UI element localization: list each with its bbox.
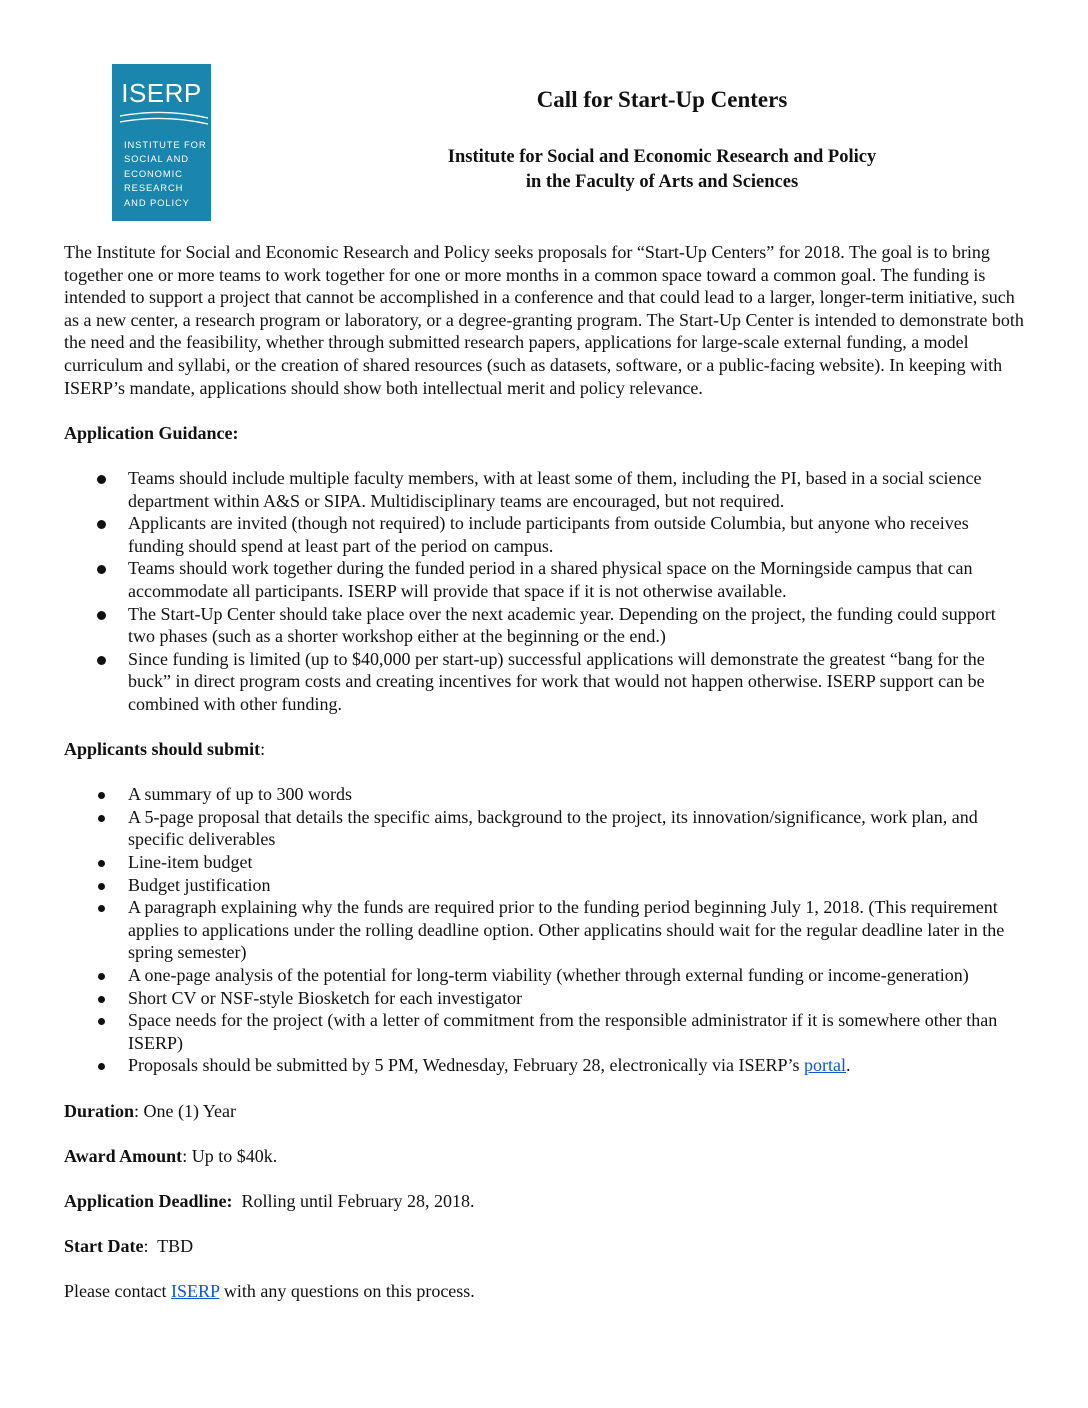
subtitle-line-1: Institute for Social and Economic Research and Policy bbox=[447, 147, 877, 167]
guidance-list bbox=[64, 467, 1026, 716]
intro-paragraph: The Institute for Social and Economic Research and Policy seeks proposals for “Start-Up Centers” for 2018. The goal is to bring together one or more teams to work together for one or more months in a common space toward a common goal. The funding is intended to support a project that cannot be accomplished in a conference and that could lead to a larger, longer-term initiative, such as a new center, a research program or laboratory, or a degree-granting program. The Start-Up Center is intended to demonstrate both the need and the feasibility, whether through submitted research papers, applications for large-scale external funding, a model curriculum and syllabi, or the creation of shared resources (such as datasets, software, or a public-facing website). In keeping with ISERP’s mandate, applications should show both intellectual merit and policy relevance. bbox=[64, 242, 1024, 398]
bullet-icon bbox=[98, 996, 105, 1003]
bullet-icon bbox=[97, 520, 106, 529]
logo-name: ISERP bbox=[121, 78, 202, 108]
logo-subtitle: INSTITUTE FOR SOCIAL AND ECONOMIC RESEARCH AND POLICY bbox=[124, 139, 207, 208]
page-subtitle bbox=[300, 145, 1024, 195]
subtitle-line-2: in the Faculty of Arts and Sciences bbox=[525, 172, 799, 192]
bullet-icon bbox=[97, 611, 106, 620]
document-body bbox=[64, 241, 1026, 1303]
bullet-icon bbox=[98, 973, 105, 980]
list-item: The Start-Up Center should take place over the next academic year. Depending on the project, the funding could support two phases (such as a shorter workshop either at the beginning or the end.) bbox=[64, 603, 1026, 648]
bullet-icon bbox=[98, 815, 105, 822]
list-item: Space needs for the project (with a letter of commitment from the responsible administrator if it is somewhere other than ISERP) bbox=[64, 1009, 1026, 1054]
bullet-icon bbox=[98, 883, 105, 890]
iserp-logo bbox=[112, 64, 211, 221]
bullet-icon bbox=[98, 905, 105, 912]
guidance-heading: Application Guidance: bbox=[64, 422, 239, 443]
bullet-icon bbox=[98, 1018, 105, 1025]
list-item: Proposals should be submitted by 5 PM, Wednesday, February 28, electronically via ISERP’s portal. bbox=[64, 1054, 1026, 1077]
logo-swoosh-icon bbox=[118, 108, 210, 130]
submit-list bbox=[64, 783, 1026, 1077]
list-item: Teams should include multiple faculty members, with at least some of them, including the PI, based in a social science department within A&S or SIPA. Multidisciplinary teams are encouraged, but not required. bbox=[64, 467, 1026, 512]
award-field: Award Amount: Up to $40k. bbox=[64, 1145, 278, 1166]
duration-field: Duration: One (1) Year bbox=[64, 1100, 236, 1121]
portal-link[interactable]: portal bbox=[803, 1055, 846, 1076]
list-item: Short CV or NSF-style Biosketch for each investigator bbox=[64, 987, 1026, 1010]
iserp-contact-link[interactable]: ISERP bbox=[170, 1281, 220, 1302]
list-item: A 5-page proposal that details the specific aims, background to the project, its innovation/significance, work plan, and specific deliverables bbox=[64, 806, 1026, 851]
bullet-icon bbox=[97, 475, 106, 484]
list-item: Line-item budget bbox=[64, 851, 1026, 874]
list-item: Since funding is limited (up to $40,000 per start-up) successful applications will demonstrate the greatest “bang for the buck” in direct program costs and creating incentives for work that would not happen otherwise. ISERP support can be combined with other funding. bbox=[64, 648, 1026, 716]
bullet-icon bbox=[97, 565, 106, 574]
list-item: Applicants are invited (though not required) to include participants from outside Columbia, but anyone who receives funding should spend at least part of the period on campus. bbox=[64, 512, 1026, 557]
bullet-icon bbox=[98, 860, 105, 867]
list-item: Teams should work together during the funded period in a shared physical space on the Morningside campus that can accommodate all participants. ISERP will provide that space if it is not otherwise available. bbox=[64, 557, 1026, 602]
page-title: Call for Start-Up Centers bbox=[536, 87, 788, 112]
contact-line: Please contact ISERP with any questions on this process. bbox=[64, 1281, 475, 1302]
bullet-icon bbox=[98, 1063, 105, 1070]
list-item: A summary of up to 300 words bbox=[64, 783, 1026, 806]
list-item: A paragraph explaining why the funds are required prior to the funding period beginning July 1, 2018. (This requirement applies to applications under the rolling deadline option. Other applicatins should wait for the regular deadline later in the spring semester) bbox=[64, 896, 1026, 964]
deadline-field: Application Deadline: Rolling until February 28, 2018. bbox=[64, 1190, 475, 1211]
start-date-field: Start Date: TBD bbox=[64, 1236, 194, 1257]
submit-heading: Applicants should submit: bbox=[64, 739, 266, 760]
bullet-icon bbox=[98, 792, 105, 799]
bullet-icon bbox=[97, 656, 106, 665]
list-item: Budget justification bbox=[64, 874, 1026, 897]
list-item: A one-page analysis of the potential for long-term viability (whether through external funding or income-generation) bbox=[64, 964, 1026, 987]
